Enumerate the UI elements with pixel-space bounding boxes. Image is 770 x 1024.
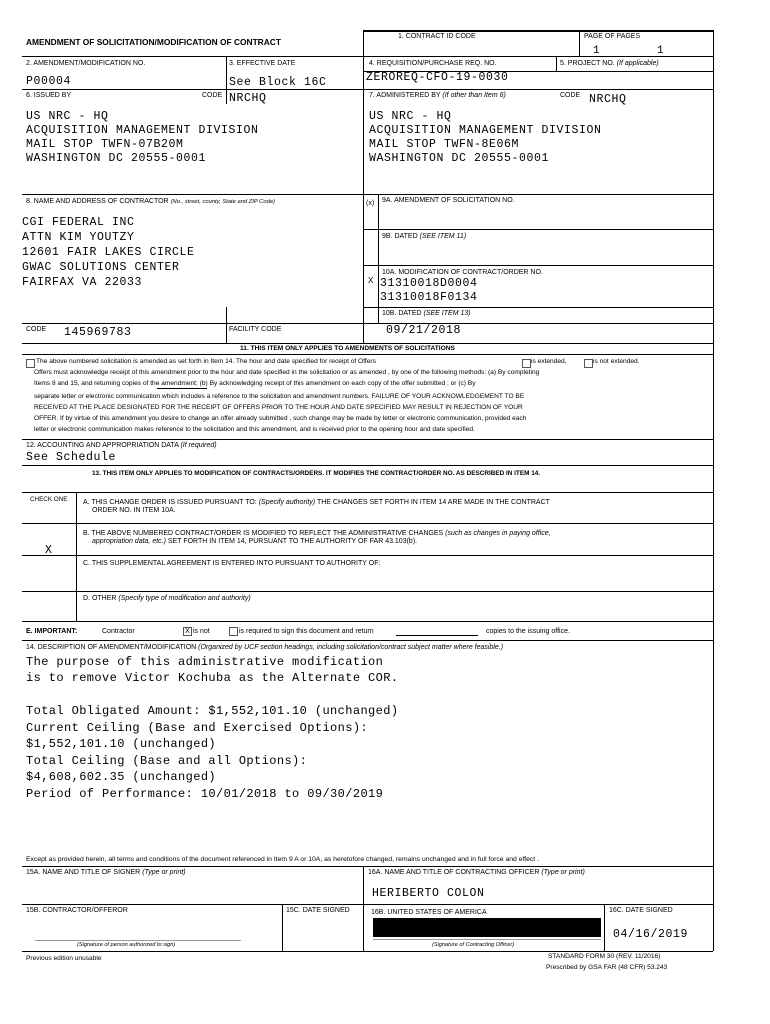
- amendment-number: P00004: [26, 75, 72, 88]
- item11-text-4: RECEIVED AT THE PLACE DESIGNATED FOR THE RECEIPT OF OFFERS PRIOR TO THE HOUR AND DATE SPECIFIED MAY RESULT IN REJECTION OF YOUR: [34, 404, 523, 411]
- item13d: D. OTHER (Specify type of modification and authority): [83, 595, 251, 602]
- form-border-top: [363, 30, 713, 32]
- not-extended-checkbox[interactable]: [584, 359, 593, 368]
- block16c-label: 16C. DATE SIGNED: [609, 907, 673, 914]
- contract-number: 31310018D0004: [380, 277, 478, 290]
- is-not-label: is not: [193, 628, 210, 635]
- item11-text-5: OFFER. If by virtue of this amendment you desire to change an offer already submitted , such change may be made by letter or electronic communication, provided each: [34, 415, 527, 422]
- description-line-5: Current Ceiling (Base and Exercised Options):: [26, 721, 369, 735]
- requisition-number: ZEROREQ-CFO-19-0030: [366, 71, 509, 84]
- block1-label: 1. CONTRACT ID CODE: [398, 33, 476, 40]
- page-number: 1: [593, 45, 601, 57]
- contractor-line-1: CGI FEDERAL INC: [22, 216, 135, 229]
- copies-label: copies to the issuing office.: [486, 628, 570, 635]
- block15a-label: 15A. NAME AND TITLE OF SIGNER (Type or print): [26, 869, 186, 876]
- item11-line-1: The above numbered solicitation is amended as set forth in Item 14. The hour and date specified for receipt of Offers: [36, 358, 376, 365]
- item13-title: 13. THIS ITEM ONLY APPLIES TO MODIFICATION OF CONTRACTS/ORDERS. IT MODIFIES THE CONTRACT/ORDER NO. AS DESCRIBED IN ITEM 14.: [92, 470, 541, 477]
- extended-label: is extended,: [531, 358, 567, 365]
- item11-checkbox[interactable]: [26, 359, 35, 368]
- description-line-7: Total Ceiling (Base and all Options):: [26, 754, 308, 768]
- issued-by-line-2: ACQUISITION MANAGEMENT DIVISION: [26, 124, 259, 137]
- important-label: E. IMPORTANT:: [26, 628, 78, 635]
- item13a-line-1: A. THIS CHANGE ORDER IS ISSUED PURSUANT TO: (Specify authority) THE CHANGES SET FORTH IN ITEM 14 ARE MADE IN THE CONTRACT: [83, 499, 550, 506]
- block6-label: 6. ISSUED BY: [26, 92, 72, 99]
- administered-by-line-3: MAIL STOP TWFN-8E06M: [369, 138, 520, 151]
- x-column-header: (x): [366, 200, 375, 207]
- contractor-code: 145969783: [64, 326, 132, 339]
- check-one-label: CHECK ONE: [30, 496, 68, 503]
- page-of-pages-label: PAGE OF PAGES: [584, 33, 641, 40]
- item13a-line-2: ORDER NO. IN ITEM 10A.: [92, 507, 176, 514]
- description-line-4: Total Obligated Amount: $1,552,101.10 (unchanged): [26, 704, 399, 718]
- item11-text-2: Items 8 and 15, and returning copies of the amendment; (b) By acknowledging receipt of this amendment on each copy of the offer submitted ; or (c) By: [34, 380, 476, 387]
- description-line-2: is to remove Victor Kochuba as the Alternate COR.: [26, 671, 399, 685]
- is-not-checkbox[interactable]: X: [183, 627, 192, 636]
- dated-value: 09/21/2018: [386, 324, 462, 337]
- block3-label: 3. EFFECTIVE DATE: [229, 60, 296, 67]
- administered-by-line-1: US NRC - HQ: [369, 110, 452, 123]
- item12-label: 12. ACCOUNTING AND APPROPRIATION DATA (If required): [26, 442, 217, 449]
- block9a-label: 9A. AMENDMENT OF SOLICITATION NO.: [382, 197, 515, 204]
- facility-code-label: FACILITY CODE: [229, 326, 282, 333]
- extended-checkbox[interactable]: [522, 359, 531, 368]
- block7-code-label: CODE: [560, 92, 581, 99]
- standard-form: STANDARD FORM 30 (REV. 11/2016): [548, 953, 661, 960]
- page-count: 1: [657, 45, 665, 57]
- form-title: AMENDMENT OF SOLICITATION/MODIFICATION OF CONTRACT: [26, 37, 281, 47]
- signature-caption-16: (Signature of Contracting Officer): [432, 942, 515, 948]
- contractor-line-5: FAIRFAX VA 22033: [22, 276, 143, 289]
- issued-by-line-1: US NRC - HQ: [26, 110, 109, 123]
- signature-caption-15: (Signature of person authorized to sign): [77, 942, 176, 948]
- redacted-signature: [373, 918, 601, 937]
- administered-by-line-4: WASHINGTON DC 20555-0001: [369, 152, 550, 165]
- contractor-line-3: 12601 FAIR LAKES CIRCLE: [22, 246, 195, 259]
- item13b-mark: X: [45, 544, 53, 557]
- except-text: Except as provided herein, all terms and conditions of the document referenced in Item 9 A or 10A, as heretofore changed, remains unchanged and in full force and effect .: [26, 856, 539, 863]
- item11-title: 11. THIS ITEM ONLY APPLIES TO AMENDMENTS OF SOLICITATIONS: [240, 345, 455, 352]
- previous-edition: Previous edition unusable: [26, 955, 102, 962]
- item14-label: 14. DESCRIPTION OF AMENDMENT/MODIFICATION (Organized by UCF section headings, including solicitation/contract subject matter where feasible.): [26, 644, 504, 651]
- block10b-label: 10B. DATED (SEE ITEM 13): [382, 310, 471, 317]
- block10a-mark: X: [368, 276, 374, 285]
- contractor-code-label: CODE: [26, 326, 47, 333]
- block15c-label: 15C. DATE SIGNED: [286, 907, 350, 914]
- description-line-9: Period of Performance: 10/01/2018 to 09/30/2019: [26, 787, 384, 801]
- accounting-data: See Schedule: [26, 451, 117, 464]
- issued-by-line-3: MAIL STOP TWFN-07B20M: [26, 138, 184, 151]
- description-line-6: $1,552,101.10 (unchanged): [26, 737, 217, 751]
- block16a-label: 16A. NAME AND TITLE OF CONTRACTING OFFICER (Type or print): [368, 869, 585, 876]
- description-line-8: $4,608,602.35 (unchanged): [26, 770, 217, 784]
- block15b-label: 15B. CONTRACTOR/OFFEROR: [26, 907, 128, 914]
- block4-label: 4. REQUISITION/PURCHASE REQ. NO.: [369, 60, 497, 67]
- administered-by-code: NRCHQ: [589, 93, 627, 106]
- prescribed-by: Prescribed by GSA FAR (48 CFR) 53.243: [546, 964, 668, 971]
- not-extended-label: is not extended.: [593, 358, 640, 365]
- block10a-label: 10A. MODIFICATION OF CONTRACT/ORDER NO.: [382, 269, 543, 276]
- contractor-line-2: ATTN KIM YOUTZY: [22, 231, 135, 244]
- contractor-line-4: GWAC SOLUTIONS CENTER: [22, 261, 180, 274]
- item11-text-6: letter or electronic communication makes reference to the solicitation and this amendment, and is received prior to the opening hour and date specified.: [34, 426, 475, 433]
- block5-label: 5. PROJECT NO. (If applicable): [560, 60, 659, 67]
- block8-label: 8. NAME AND ADDRESS OF CONTRACTOR (No., street, county, State and ZIP Code): [26, 198, 275, 205]
- important-contractor: Contractor: [102, 628, 135, 635]
- order-number: 31310018F0134: [380, 291, 478, 304]
- issued-by-line-4: WASHINGTON DC 20555-0001: [26, 152, 207, 165]
- item11-text-3: separate letter or electronic communication which includes a reference to the solicitation and amendment numbers. FAILURE OF YOUR ACKNOWLEDGEMENT TO BE: [34, 393, 525, 400]
- is-required-label: is required to sign this document and return: [239, 628, 374, 635]
- block16b-label: 16B. UNITED STATES OF AMERICA: [371, 909, 487, 916]
- block7-label: 7. ADMINISTERED BY (If other than Item 6): [369, 92, 506, 99]
- item13b-line-1: B. THE ABOVE NUMBERED CONTRACT/ORDER IS MODIFIED TO REFLECT THE ADMINISTRATIVE CHANGES (such as changes in paying office,: [83, 530, 551, 537]
- block6-code-label: CODE: [202, 92, 223, 99]
- description-line-1: The purpose of this administrative modification: [26, 655, 384, 669]
- block9b-label: 9B. DATED (SEE ITEM 11): [382, 233, 467, 240]
- administered-by-line-2: ACQUISITION MANAGEMENT DIVISION: [369, 124, 602, 137]
- contracting-officer-name: HERIBERTO COLON: [372, 887, 485, 900]
- date-signed: 04/16/2019: [613, 928, 689, 941]
- effective-date: See Block 16C: [229, 76, 327, 89]
- item13c: C. THIS SUPPLEMENTAL AGREEMENT IS ENTERED INTO PURSUANT TO AUTHORITY OF:: [83, 560, 381, 567]
- issued-by-code: NRCHQ: [229, 92, 267, 105]
- item11-text-1: Offers must acknowledge receipt of this amendment prior to the hour and date specified in the solicitation or as amended , by one of the following methods: (a) By completing: [34, 369, 540, 376]
- item13b-line-2: appropriation data, etc.) SET FORTH IN ITEM 14, PURSUANT TO THE AUTHORITY OF FAR 43.103(b).: [92, 538, 418, 545]
- is-required-checkbox[interactable]: [229, 627, 238, 636]
- block2-label: 2. AMENDMENT/MODIFICATION NO.: [26, 60, 146, 67]
